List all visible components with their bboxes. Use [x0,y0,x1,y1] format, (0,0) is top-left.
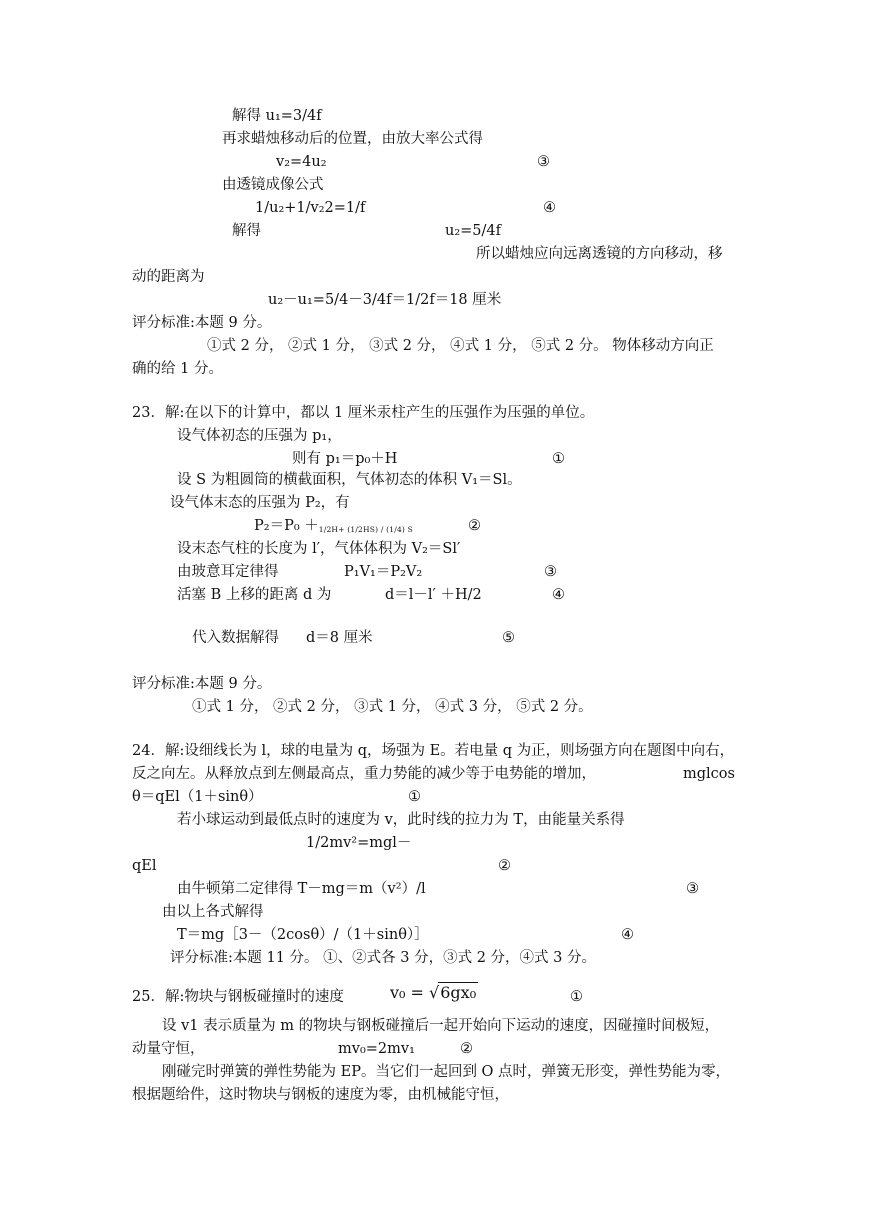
formula: mglcos [683,766,735,782]
text-line: 确的给 1 分。 [132,361,223,377]
text-line: 再求蜡烛移动后的位置，由放大率公式得 [222,131,483,147]
formula-fraction-text: 1/2H+ (1/2HS) / (1/4) S [318,525,413,534]
question-25-heading: 25．解:物块与钢板碰撞时的速度 [132,989,344,1005]
question-24-heading: 24．解:设细线长为 l，球的电量为 q，场强为 E。若电量 q 为正，则场强方向在题图中向右， [132,743,735,759]
formula: qEl [132,858,157,874]
text-line: 由透镜成像公式 [222,177,324,193]
question-23-heading: 23．解:在以下的计算中，都以 1 厘米汞柱产生的压强作为压强的单位。 [132,405,595,421]
equation-number: ② [468,518,481,534]
formula: P₁V₁＝P₂V₂ [344,564,423,580]
sqrt-sign-icon: √ [429,983,440,1002]
text-line: ①式 2 分， ②式 1 分， ③式 2 分， ④式 1 分， ⑤式 2 分。 物体移动方向正 [207,338,714,354]
formula: u₂=5/4f [445,223,502,239]
text-line: 根据题给件，这时物块与钢板的速度为零，由机械能守恒， [132,1087,509,1103]
text-line: 设气体末态的压强为 P₂，有 [170,495,350,511]
formula: θ＝qEl（1＋sinθ） [132,789,263,805]
text-line: 设 S 为粗圆筒的横截面积，气体初态的体积 V₁＝Sl。 [177,472,522,488]
formula: T＝mg［3－（2cosθ）/（1＋sinθ）］ [177,927,429,943]
formula: u₂－u₁=5/4－3/4f＝1/2f＝18 厘米 [268,292,502,308]
text-line: ①式 1 分， ②式 2 分， ③式 1 分， ④式 3 分， ⑤式 2 分。 [192,699,593,715]
text-line: 反之向左。从释放点到左侧最高点，重力势能的减少等于电势能的增加， [132,766,596,782]
text-line: 动量守恒， [132,1041,205,1057]
equation-number: ④ [621,927,634,943]
formula: 1/u₂+1/v₂2=1/f [255,200,366,216]
equation-number: ① [570,989,583,1005]
equation-number: ① [408,789,421,805]
formula-radicand: 6gx₀ [440,983,477,1002]
text-line: 设 v1 表示质量为 m 的物块与钢板碰撞后一起开始向下运动的速度，因碰撞时间极短， [162,1018,720,1034]
text-line: 设末态气柱的长度为 l′，气体体积为 V₂＝Sl′ [177,541,461,557]
equation-number: ③ [544,564,557,580]
equation-number: ② [498,858,511,874]
text-line: 活塞 B 上移的距离 d 为 [177,587,332,603]
text-line: 解得 u₁=3/4f [232,108,322,124]
velocity-formula [390,982,478,1002]
equation-number: ④ [543,200,556,216]
text-line: 所以蜡烛应向远离透镜的方向移动，移 [476,246,723,262]
text-line: 评分标准:本题 9 分。 [132,676,272,692]
text-line: 解得 [232,223,261,239]
formula: d＝l－l′ ＋H/2 [385,587,482,603]
text-line: 评分标准:本题 11 分。 ①、②式各 3 分，③式 2 分，④式 3 分。 [170,950,596,966]
formula: d＝8 厘米 [306,630,373,646]
formula: 则有 p₁＝p₀＋H [292,451,398,467]
equation-number: ③ [537,154,550,170]
formula [254,517,413,535]
equation-number: ③ [686,881,699,897]
equation-number: ② [460,1041,473,1057]
equation-number: ⑤ [502,630,515,646]
text-line: 由玻意耳定律得 [177,564,279,580]
text-line: 由牛顿第二定律得 T－mg＝m（v²）/l [177,881,426,897]
text-line: 刚碰完时弹簧的弹性势能为 EP。当它们一起回到 O 点时，弹簧无形变，弹性势能为零， [162,1064,731,1080]
text-line: 若小球运动到最低点时的速度为 v，此时线的拉力为 T，由能量关系得 [177,812,625,828]
text-line: 代入数据解得 [192,630,279,646]
formula-main: P₂＝P₀ ＋ [254,518,319,534]
text-line: 设气体初态的压强为 p₁， [177,428,342,444]
text-line: 评分标准:本题 9 分。 [132,315,272,331]
text-line: 由以上各式解得 [162,904,264,920]
equation-number: ① [552,451,565,467]
text-line: 动的距离为 [132,269,205,285]
formula-lhs: v₀ = [390,983,424,1002]
formula: 1/2mv²=mgl－ [306,835,412,851]
formula: v₂=4u₂ [276,154,327,170]
formula: mv₀=2mv₁ [338,1041,415,1057]
equation-number: ④ [552,587,565,603]
